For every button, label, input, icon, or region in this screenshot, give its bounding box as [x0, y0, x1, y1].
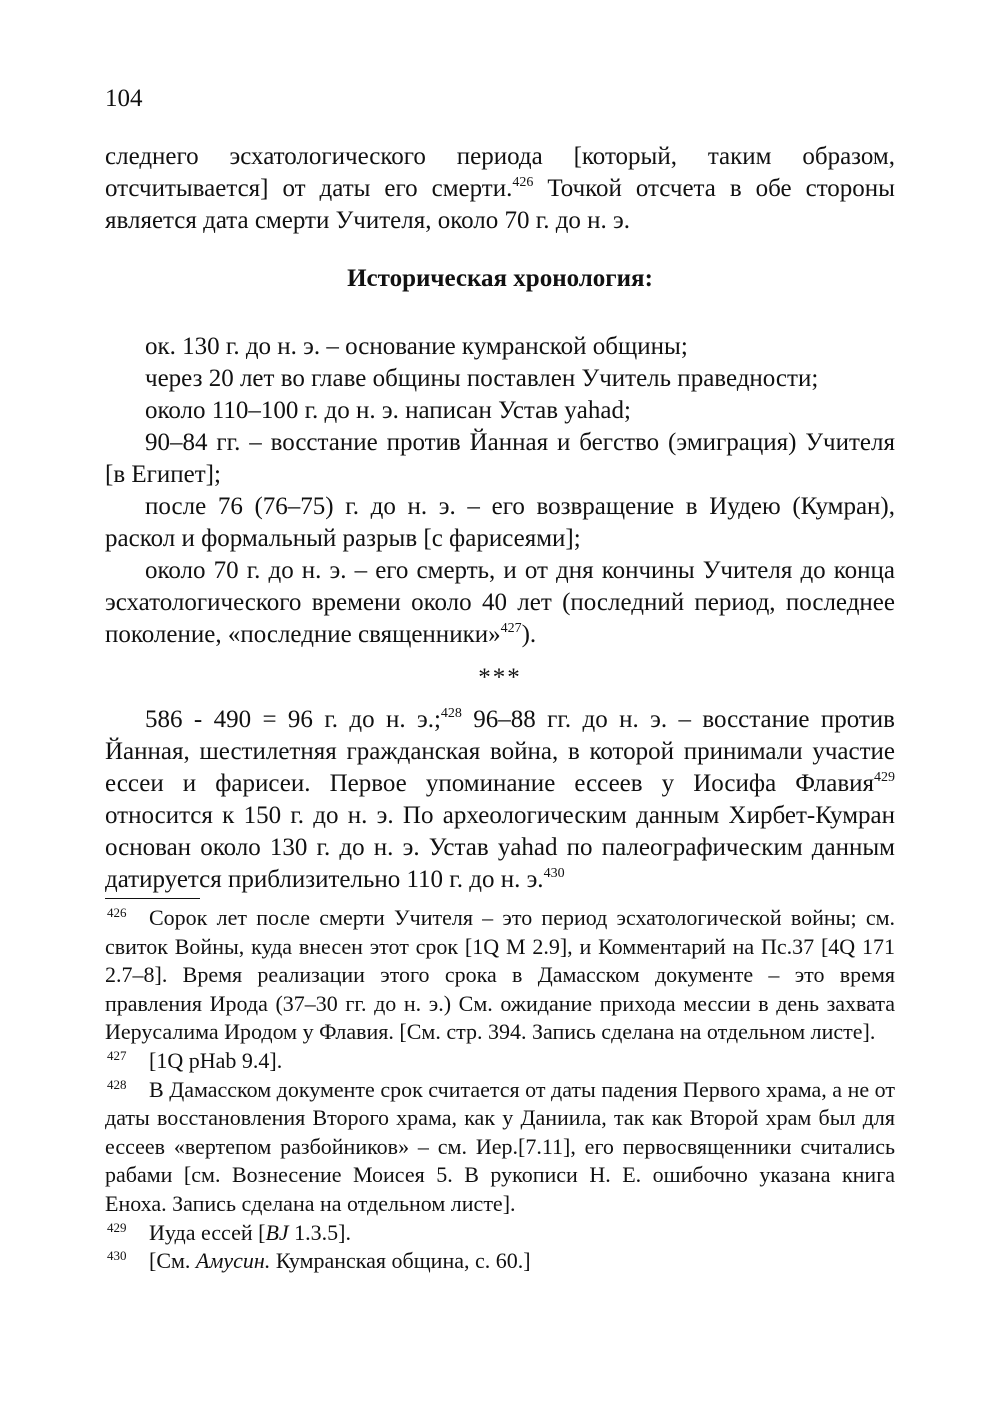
footnote-ref-428[interactable]: 428 [440, 706, 462, 721]
chronology-list [105, 331, 895, 651]
chronology-item: около 110–100 г. до н. э. написан Устав yahad; [145, 397, 631, 424]
chronology-item: через 20 лет во главе общины поставлен Учитель праведности; [145, 365, 819, 392]
footnote-text: [1Q pHab 9.4]. [149, 1047, 283, 1073]
chronology-item: ок. 130 г. до н. э. – основание кумранской общины; [145, 333, 688, 360]
paragraph-text-part3: относится к 150 г. до н. э. По археологическим данным Хирбет-Кумран основан около 130 г. до н. э. Устав yahad по палеографическим данным датируется приблизительно 110 г. до н. э. [105, 802, 895, 893]
body-paragraph [105, 704, 895, 896]
footnote-text-before: [См. [149, 1248, 196, 1274]
footnote-italic-text: Амусин. [195, 1248, 271, 1274]
intro-text-part2: Точкой отсчета в обе стороны является дата смерти Учителя, около 70 г. до н. э. [105, 175, 895, 234]
footnote-text: Сорок лет после смерти Учителя – это период эсхатологической войны; см. свиток Войны, куда внесен этот срок [1Q M 2.9], и Комментарий на Пс.37 [4Q 171 2.7–8]. Время реализации этого срока в Дамасском документе – это время правления Ирода (37–30 гг. до н. э.) См. ожидание прихода мессии в день захвата Иерусалима Иродом у Флавия. [См. стр. 394. Запись сделана на отдельном листе]. [105, 905, 895, 1045]
footnote-ref-429[interactable]: 429 [874, 770, 895, 785]
paragraph-text-part1: 586 - 490 = 96 г. до н. э.; [145, 706, 441, 733]
intro-paragraph [105, 141, 895, 237]
chronology-item: 90–84 гг. – восстание против Йанная и бегство (эмиграция) Учителя [в Египет]; [105, 429, 895, 488]
footnote-italic-text: BJ [265, 1219, 289, 1245]
footnote-ref-430[interactable]: 430 [543, 866, 565, 881]
chronology-item-text: около 70 г. до н. э. – его смерть, и от дня кончины Учителя до конца эсхатологического времени около 40 лет (последний период, последнее поколение, «последние священники» [105, 557, 895, 648]
footnote-426: 426 Сорок лет после смерти Учителя – это период эсхатологической войны; см. свиток Войны, куда внесен этот срок [1Q M 2.9], и Комментарий на Пс.37 [4Q 171 2.7–8]. Время реализации этого срока в Дамасском документе – это время правления Ирода (37–30 гг. до н. э.) См. ожидание прихода мессии в день захвата Иерусалима Иродом у Флавия. [См. стр. 394. Запись сделана на отдельном листе]. [105, 905, 895, 1045]
footnote-ref-427[interactable]: 427 [500, 621, 522, 636]
footnote-text-after: 1.3.5]. [288, 1219, 351, 1245]
footnote-ref-426[interactable]: 426 [512, 175, 534, 190]
footnote-429: 429 Иуда ессей [BJ 1.3.5]. [107, 1219, 351, 1245]
footnote-text-after: Кумранская община, с. 60.] [270, 1248, 531, 1274]
footnote-430: 430 [См. Амусин. Кумранская община, с. 60.] [107, 1248, 531, 1274]
footnotes-section [105, 904, 895, 1276]
footnote-text: В Дамасском документе срок считается от даты падения Первого храма, а не от даты восстановления Второго храма, как у Даниила, так как Второй храм был для ессеев «вертепом разбойников» – см. Иер.[7.11], его первосвященники считались рабами [см. Вознесение Моисея 5. В рукописи Н. Е. ошибочно указана книга Еноха. Запись сделана на отдельном листе]. [105, 1076, 895, 1216]
footnote-427: 427 [1Q pHab 9.4]. [107, 1047, 283, 1073]
chronology-item: после 76 (76–75) г. до н. э. – его возвращение в Иудею (Кумран), раскол и формальный разрыв [с фарисеями]; [105, 493, 895, 552]
chronology-item-text-end: ). [521, 621, 537, 648]
section-separator: *** [478, 664, 522, 691]
footnote-divider [105, 898, 200, 899]
chronology-item [105, 555, 895, 651]
footnote-text-before: Иуда ессей [ [149, 1219, 266, 1245]
intro-text-part1: следнего эсхатологического периода [который, таким образом, отсчитывается] от даты его смерти. [105, 143, 895, 202]
footnote-428: 428 В Дамасском документе срок считается от даты падения Первого храма, а не от даты восстановления Второго храма, как у Даниила, так как Второй храм был для ессеев «вертепом разбойников» – см. Иер.[7.11], его первосвященники считались рабами [см. Вознесение Моисея 5. В рукописи Н. Е. ошибочно указана книга Еноха. Запись сделана на отдельном листе]. [105, 1076, 895, 1216]
paragraph-text-part2: 96–88 гг. до н. э. – восстание против Йанная, шестилетняя гражданская война, в которой принимали участие ессеи и фарисеи. Первое упоминание ессеев у Иосифа Флавия [105, 706, 895, 797]
section-heading: Историческая хронология: [347, 265, 653, 292]
page-number: 104 [105, 85, 143, 112]
